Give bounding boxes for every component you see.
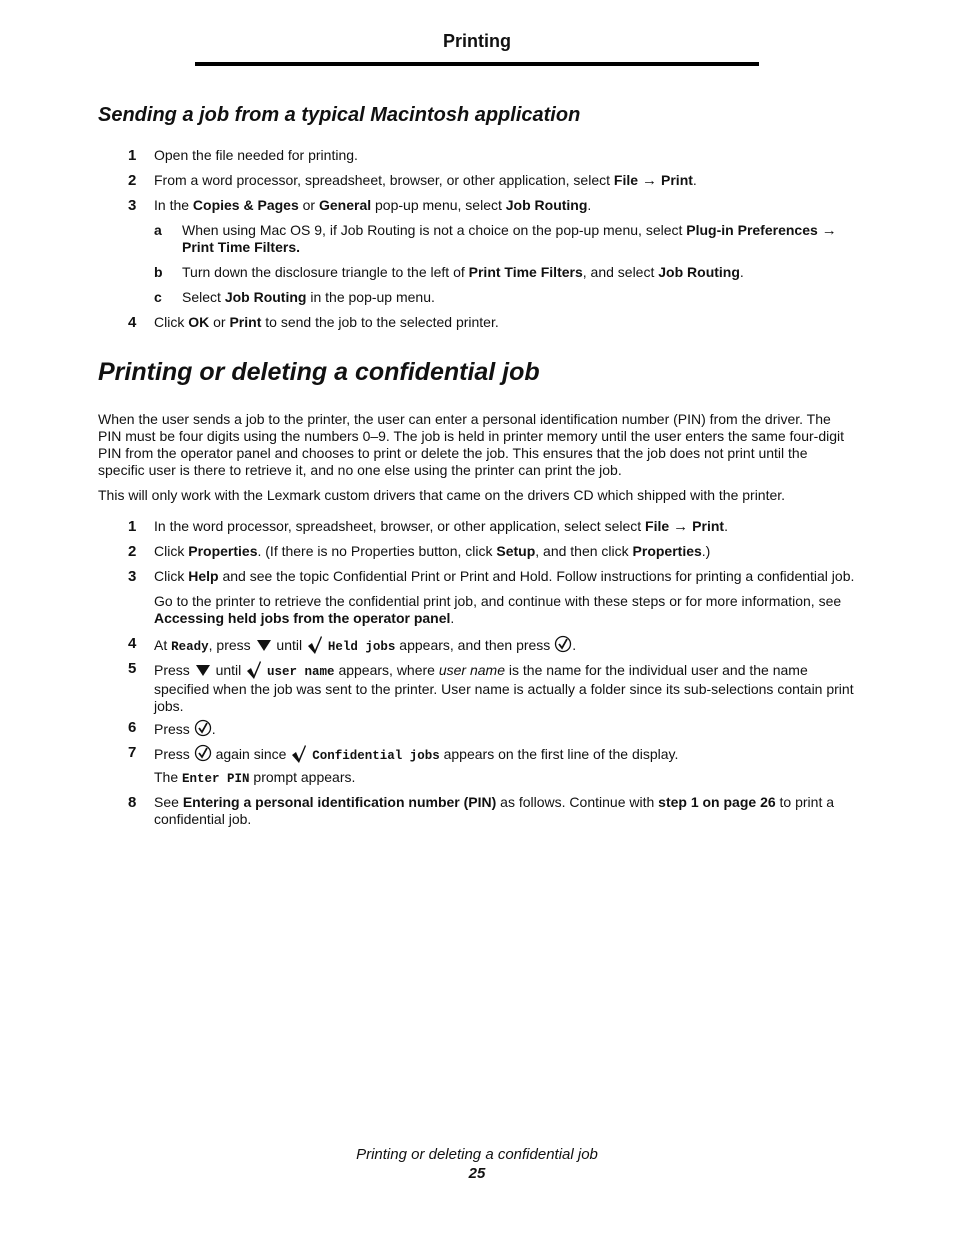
step-number: 3 xyxy=(128,568,137,585)
checkmark-icon xyxy=(306,635,324,655)
right-arrow-icon: → xyxy=(673,518,689,535)
step-number: 1 xyxy=(128,147,137,164)
conf-step-7-continued: The Enter PIN prompt appears. xyxy=(154,769,356,786)
intro-paragraph: When the user sends a job to the printer, the user can enter a personal identification number (PIN) from the driver. The PIN must be four digits using the numbers 0–9. The job is held in printer memory until the user enters the same four-digit PIN from the operator panel and chooses to print or delete the job. This ensures that the job does not print until the specific user is there to retrieve it, and no one else using the printer can print the job. xyxy=(98,411,844,478)
section-title-confidential: Printing or deleting a confidential job xyxy=(98,358,540,386)
substep-text: Select Job Routing in the pop-up menu. xyxy=(182,289,435,305)
step-number: 2 xyxy=(128,172,137,189)
step-text: Click Help and see the topic Confidential Print or Print and Hold. Follow instructions for printing a confidential job. xyxy=(154,568,855,584)
step-number: 7 xyxy=(128,744,137,761)
checkmark-icon xyxy=(290,744,308,764)
page-number: 25 xyxy=(468,1165,486,1182)
step-text: Click Properties. (If there is no Properties button, click Setup, and then click Properties.) xyxy=(154,543,711,559)
substep-letter: c xyxy=(154,289,162,305)
right-arrow-icon: → xyxy=(642,172,658,189)
step-number: 2 xyxy=(128,543,137,560)
substep-letter: b xyxy=(154,264,163,280)
substep-text: Turn down the disclosure triangle to the left of Print Time Filters, and select Job Routing. xyxy=(182,264,744,280)
step-number: 6 xyxy=(128,719,137,736)
checkmark-icon xyxy=(245,660,263,680)
right-arrow-icon: → xyxy=(821,222,837,239)
step-text: Click OK or Print to send the job to the selected printer. xyxy=(154,314,499,330)
substep-text: When using Mac OS 9, if Job Routing is not a choice on the pop-up menu, select Plug-in Preferences → Print Time Filters. xyxy=(182,222,837,255)
cross-reference-link[interactable]: Accessing held jobs from the operator panel xyxy=(154,610,451,626)
step-number: 4 xyxy=(128,314,137,331)
step-text: From a word processor, spreadsheet, browser, or other application, select File → Print. xyxy=(154,172,697,189)
cross-reference-link[interactable]: step 1 on page 26 xyxy=(658,794,776,810)
substep-letter: a xyxy=(154,222,162,238)
conf-step-3-continued: Go to the printer to retrieve the confidential print job, and continue with these steps or for more information, see Accessing held jobs from the operator panel. xyxy=(154,593,842,626)
step-text: In the Copies & Pages or General pop-up menu, select Job Routing. xyxy=(154,197,592,213)
step-text: Press again since Confidential jobs appears on the first line of the display. xyxy=(154,746,679,763)
step-text: In the word processor, spreadsheet, browser, or other application, select select File → Print. xyxy=(154,518,728,535)
step-text: Press . xyxy=(154,721,216,737)
select-button-icon xyxy=(194,719,212,737)
running-header: Printing xyxy=(443,31,511,51)
cross-reference-link[interactable]: Entering a personal identification number (PIN) xyxy=(182,794,497,810)
down-triangle-icon xyxy=(255,638,273,652)
step-text: Press until user name appears, where user name is the name for the individual user and the name specified when the job was sent to the printer. User name is actually a folder since its sub-selections contain print jobs. xyxy=(154,662,854,714)
down-triangle-icon xyxy=(194,663,212,677)
section-title-macintosh: Sending a job from a typical Macintosh application xyxy=(98,104,581,126)
header-rule xyxy=(195,62,759,66)
select-button-icon xyxy=(194,744,212,762)
note-paragraph: This will only work with the Lexmark custom drivers that came on the drivers CD which shipped with the printer. xyxy=(98,487,786,503)
step-number: 5 xyxy=(128,660,137,677)
step-text: At Ready, press until Held jobs appears, and then press . xyxy=(154,637,577,654)
step-number: 3 xyxy=(128,197,137,214)
step-number: 4 xyxy=(128,635,137,652)
step-number: 1 xyxy=(128,518,137,535)
select-button-icon xyxy=(554,635,572,653)
step-text: See Entering a personal identification number (PIN) as follows. Continue with step 1 on page 26 to print a confidential job. xyxy=(154,794,835,827)
footer-title: Printing or deleting a confidential job xyxy=(356,1146,598,1163)
step-text: Open the file needed for printing. xyxy=(154,147,358,163)
step-number: 8 xyxy=(128,794,137,811)
